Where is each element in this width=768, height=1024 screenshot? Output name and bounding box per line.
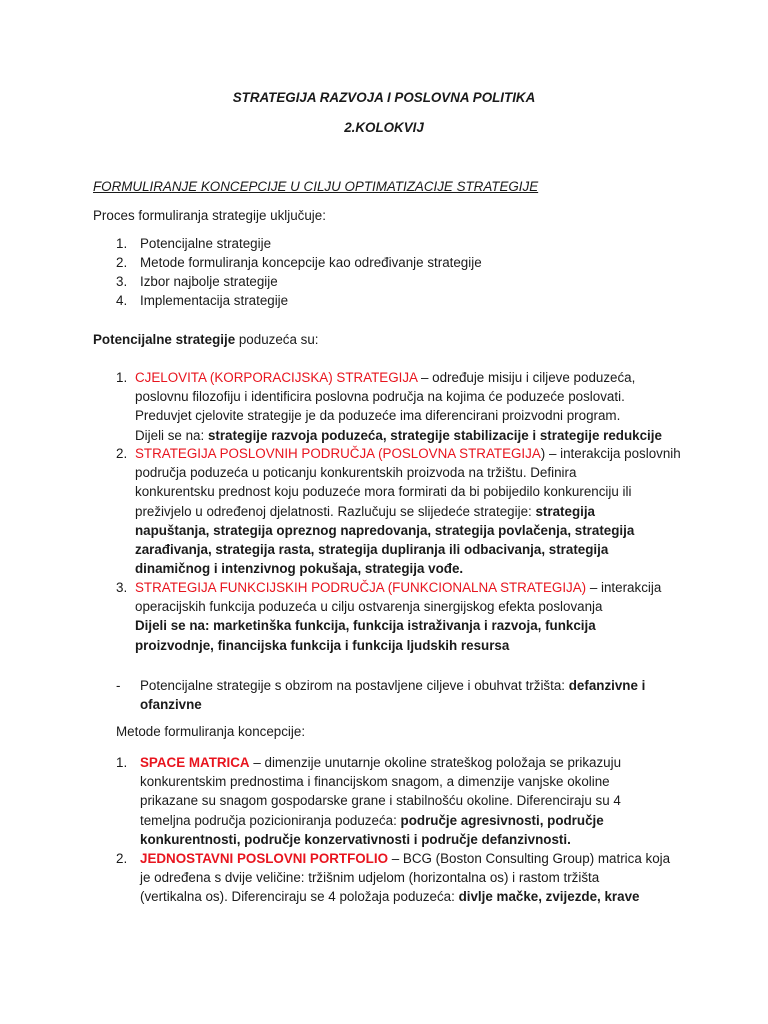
method-text: temeljna područja pozicioniranja poduzeća: — [140, 812, 401, 828]
dash-item-text: Potencijalne strategije s obzirom na postavljene ciljeve i obuhvat tržišta: — [140, 678, 569, 693]
method-number: 2. — [116, 851, 128, 866]
method-text-bold: konkurentnosti, područje konzervativnosti i područje defanzivnosti. — [140, 831, 571, 847]
method-text-bold: područje agresivnosti, područje — [400, 812, 604, 828]
strategy-title: STRATEGIJA POSLOVNIH PODRUČJA (POSLOVNA STRATEGIJA — [135, 446, 541, 461]
strategy-text: konkurentsku prednost koju poduzeće mora formirati da bi pobijedilo konkurenciju ili — [135, 484, 632, 500]
list-item: Izbor najbolje strategije — [140, 274, 278, 289]
strategy-title: CJELOVITA (KORPORACIJSKA) STRATEGIJA — [135, 370, 418, 385]
strategy-text: operacijskih funkcija poduzeća u cilju ostvarenja sinergijskog efekta poslovanja — [135, 599, 603, 615]
strategy-text-bold: napuštanja, strategija opreznog napredovanja, strategija povlačenja, strategija — [135, 522, 635, 538]
strategy-text: – interakcija — [586, 580, 662, 595]
potential-strategies-label: Potencijalne strategije — [93, 332, 236, 347]
potential-strategies-intro — [93, 330, 319, 349]
list-item-number: 3. — [116, 274, 128, 289]
list-item-number: 4. — [116, 293, 128, 308]
method-text-bold: divlje mačke, zvijezde, krave — [458, 889, 640, 905]
strategy-text: – interakcija poslovnih — [545, 446, 681, 461]
strategy-text: Preduvjet cjelovite strategije je da poduzeće ima diferencirani proizvodni program. — [135, 408, 621, 424]
method-number: 1. — [116, 755, 128, 770]
list-item: Implementacija strategije — [140, 293, 289, 308]
method-item-space-matrix — [140, 753, 621, 849]
strategy-text: Dijeli se na: — [135, 427, 208, 443]
process-intro: Proces formuliranja strategije uključuje: — [93, 208, 326, 223]
strategy-item-functional — [135, 578, 661, 655]
section-heading: FORMULIRANJE KONCEPCIJE U CILJU OPTIMATIZACIJE STRATEGIJE — [93, 179, 539, 194]
strategy-title: STRATEGIJA FUNKCIJSKIH PODRUČJA (FUNKCIONALNA STRATEGIJA) — [135, 580, 587, 595]
list-item: Potencijalne strategije — [140, 236, 272, 251]
list-item: Metode formuliranja koncepcije kao određivanje strategije — [140, 255, 482, 270]
strategy-text-bold: dinamičnog i intenzivnog pokušaja, strategija vođe. — [135, 561, 464, 577]
method-text: (vertikalna os). Diferenciraju se 4 položaja poduzeća: — [140, 889, 459, 905]
strategy-text: – određuje misiju i ciljeve poduzeća, — [417, 370, 636, 385]
dash-item-bold: ofanzivne — [140, 697, 202, 713]
dash-item — [140, 676, 645, 714]
dash-item-bold: defanzivne i — [568, 678, 646, 693]
list-item-number: 1. — [116, 236, 128, 251]
strategy-text-bold: proizvodnje, financijska funkcija i funkcija ljudskih resursa — [135, 637, 510, 653]
method-title: SPACE MATRICA — [140, 755, 250, 770]
method-text: – BCG (Boston Consulting Group) matrica koja — [388, 851, 671, 866]
document-title: STRATEGIJA RAZVOJA I POSLOVNA POLITIKA — [232, 90, 536, 105]
list-item-number: 2. — [116, 255, 128, 270]
method-item-portfolio — [140, 849, 670, 907]
strategy-item-corporate — [135, 368, 662, 445]
strategy-text-bold: marketinška funkcija, funkcija istraživanja i razvoja, funkcija — [213, 618, 596, 634]
strategy-text: poslovnu filozofiju i identificira poslovna područja na kojima će poduzeće poslovati. — [135, 389, 625, 405]
strategy-number: 2. — [116, 446, 128, 461]
method-text: prikazane su snagom gospodarske grane i stabilnošću okoline. Diferenciraju su 4 — [140, 793, 621, 809]
strategy-text-bold: zarađivanja, strategija rasta, strategija dupliranja ili odbacivanja, strategija — [135, 541, 609, 557]
method-text: konkurentskim prednostima i financijskom snagom, a dimenzije vanjske okoline — [140, 774, 610, 790]
potential-strategies-rest: poduzeća su: — [235, 332, 319, 347]
strategy-number: 3. — [116, 580, 128, 595]
strategy-text: Dijeli se na: — [135, 618, 214, 634]
document-subtitle: 2.KOLOKVIJ — [344, 120, 424, 135]
strategy-number: 1. — [116, 370, 128, 385]
dash-marker: - — [116, 678, 121, 693]
methods-intro: Metode formuliranja koncepcije: — [116, 724, 306, 739]
strategy-text-bold: strategije razvoja poduzeća, strategije stabilizacije i strategije redukcije — [207, 427, 662, 443]
strategy-text: preživjelo u određenoj djelatnosti. Razlučuju se slijedeće strategije: — [135, 503, 536, 519]
method-text: je određena s dvije veličine: tržišnim udjelom (horizontalna os) i rastom tržišta — [140, 870, 600, 886]
method-text: – dimenzije unutarnje okoline strateškog položaja se prikazuju — [249, 755, 622, 770]
strategy-title-close: ) — [540, 446, 546, 461]
strategy-item-business — [135, 444, 681, 578]
strategy-text: područja poduzeća u poticanju konkurentskih proizvoda na tržištu. Definira — [135, 465, 577, 481]
method-title: JEDNOSTAVNI POSLOVNI PORTFOLIO — [140, 851, 388, 866]
strategy-text-bold: strategija — [535, 503, 596, 519]
